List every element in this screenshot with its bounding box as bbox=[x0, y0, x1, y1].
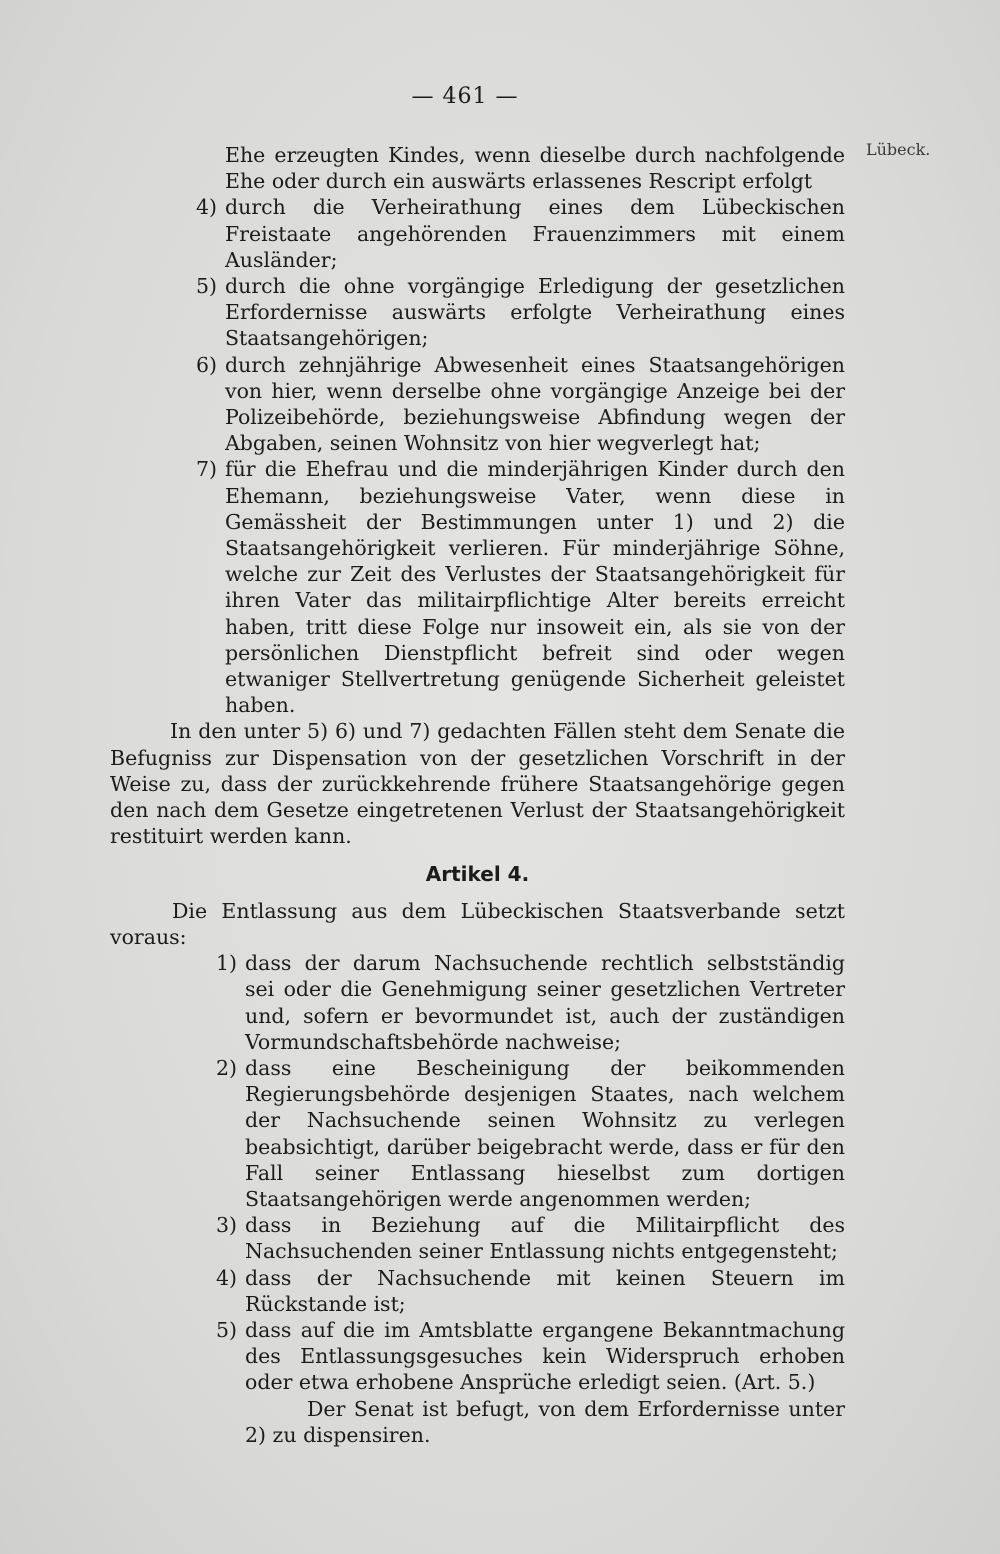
item-number: 5) bbox=[195, 274, 217, 299]
item-number: 5) bbox=[215, 1317, 237, 1342]
list-item bbox=[110, 1265, 845, 1317]
page-number: — 461 — bbox=[411, 84, 519, 109]
list-item bbox=[110, 273, 845, 352]
dispensation-paragraph: In den unter 5) 6) und 7) gedachten Fällen steht dem Senate die Befugniss zur Dispensation von der gesetzlichen Vorschrift in der Weise zu, dass der zurückkehrende frühere Staatsangehörige gegen den nach dem Gesetze eingetretenen Verlust der Staatsangehörigkeit restituirt werden kann. bbox=[110, 719, 845, 849]
list-item bbox=[110, 352, 845, 457]
body-text bbox=[110, 142, 845, 1448]
item-number: 7) bbox=[195, 457, 217, 482]
list-item bbox=[110, 1317, 845, 1396]
list-item bbox=[110, 1212, 845, 1264]
item-text: dass auf die im Amtsblatte ergangene Bekanntmachung des Entlassungsgesuches kein Widerspruch erhoben oder etwa erhobene Ansprüche erledigt seien. (Art. 5.) bbox=[245, 1317, 845, 1395]
item-text: durch die Verheirathung eines dem Lübeckischen Freistaate angehörenden Frauenzimmers mit einem Ausländer; bbox=[225, 195, 845, 272]
item-text: dass in Beziehung auf die Militairpflicht des Nachsuchenden seiner Entlassung nichts entgegensteht; bbox=[245, 1213, 845, 1264]
item-text: durch zehnjährige Abwesenheit eines Staatsangehörigen von hier, wenn derselbe ohne vorgängige Anzeige bei der Polizeibehörde, beziehungsweise Abfindung wegen der Abgaben, seinen Wohnsitz von hier wegverlegt hat; bbox=[225, 352, 845, 456]
item-number: 4) bbox=[215, 1265, 237, 1290]
item-number: 6) bbox=[195, 352, 217, 377]
item-number: 3) bbox=[215, 1213, 237, 1238]
item-number: 1) bbox=[215, 951, 237, 976]
list-item bbox=[110, 950, 845, 1055]
article-intro: Die Entlassung aus dem Lübeckischen Staatsverbande setzt voraus: bbox=[110, 898, 845, 949]
item-number: 2) bbox=[215, 1055, 237, 1080]
item-text: dass der darum Nachsuchende rechtlich selbstständig sei oder die Genehmigung seiner gesetzlichen Vertreter und, sofern er bevormundet ist, auch der zuständigen Vormundschaftsbehörde nachweise; bbox=[245, 951, 845, 1054]
article-heading: Artikel 4. bbox=[425, 862, 530, 887]
closing-paragraph: Der Senat ist befugt, von dem Erfordernisse unter 2) zu dispensiren. bbox=[245, 1396, 845, 1447]
margin-note: Lübeck. bbox=[866, 140, 931, 159]
intro-continuation: Ehe erzeugten Kindes, wenn dieselbe durch nachfolgende Ehe oder durch ein auswärts erlassenes Rescript erfolgt bbox=[225, 143, 845, 194]
list-item bbox=[110, 194, 845, 273]
item-text: dass eine Bescheinigung der beikommenden Regierungsbehörde desjenigen Staates, nach welchem der Nachsuchende seinen Wohnsitz zu verlegen beabsichtigt, darüber beigebracht werde, dass er für den Fall seiner Entlassang hieselbst zum dortigen Staatsangehörigen werde angenommen werden; bbox=[245, 1055, 845, 1211]
item-text: durch die ohne vorgängige Erledigung der gesetzlichen Erfordernisse auswärts erfolgte Verheirathung eines Staatsangehörigen; bbox=[225, 274, 845, 351]
item-number: 4) bbox=[195, 195, 217, 220]
item-text: für die Ehefrau und die minderjährigen Kinder durch den Ehemann, beziehungsweise Vater, wenn diese in Gemässheit der Bestimmungen unter 1) und 2) die Staatsangehörigkeit verlieren. Für minderjährige Söhne, welche zur Zeit des Verlustes der Staatsangehörigkeit für ihren Vater das militairpflichtige Alter bereits erreicht haben, tritt diese Folge nur insoweit ein, als sie von der persönlichen Dienstpflicht befreit sind oder wegen etwaniger Stellvertretung genügende Sicherheit geleistet haben. bbox=[225, 457, 845, 718]
list-item bbox=[110, 456, 845, 718]
item-text: dass der Nachsuchende mit keinen Steuern im Rückstande ist; bbox=[245, 1265, 845, 1316]
list-item bbox=[110, 1055, 845, 1212]
